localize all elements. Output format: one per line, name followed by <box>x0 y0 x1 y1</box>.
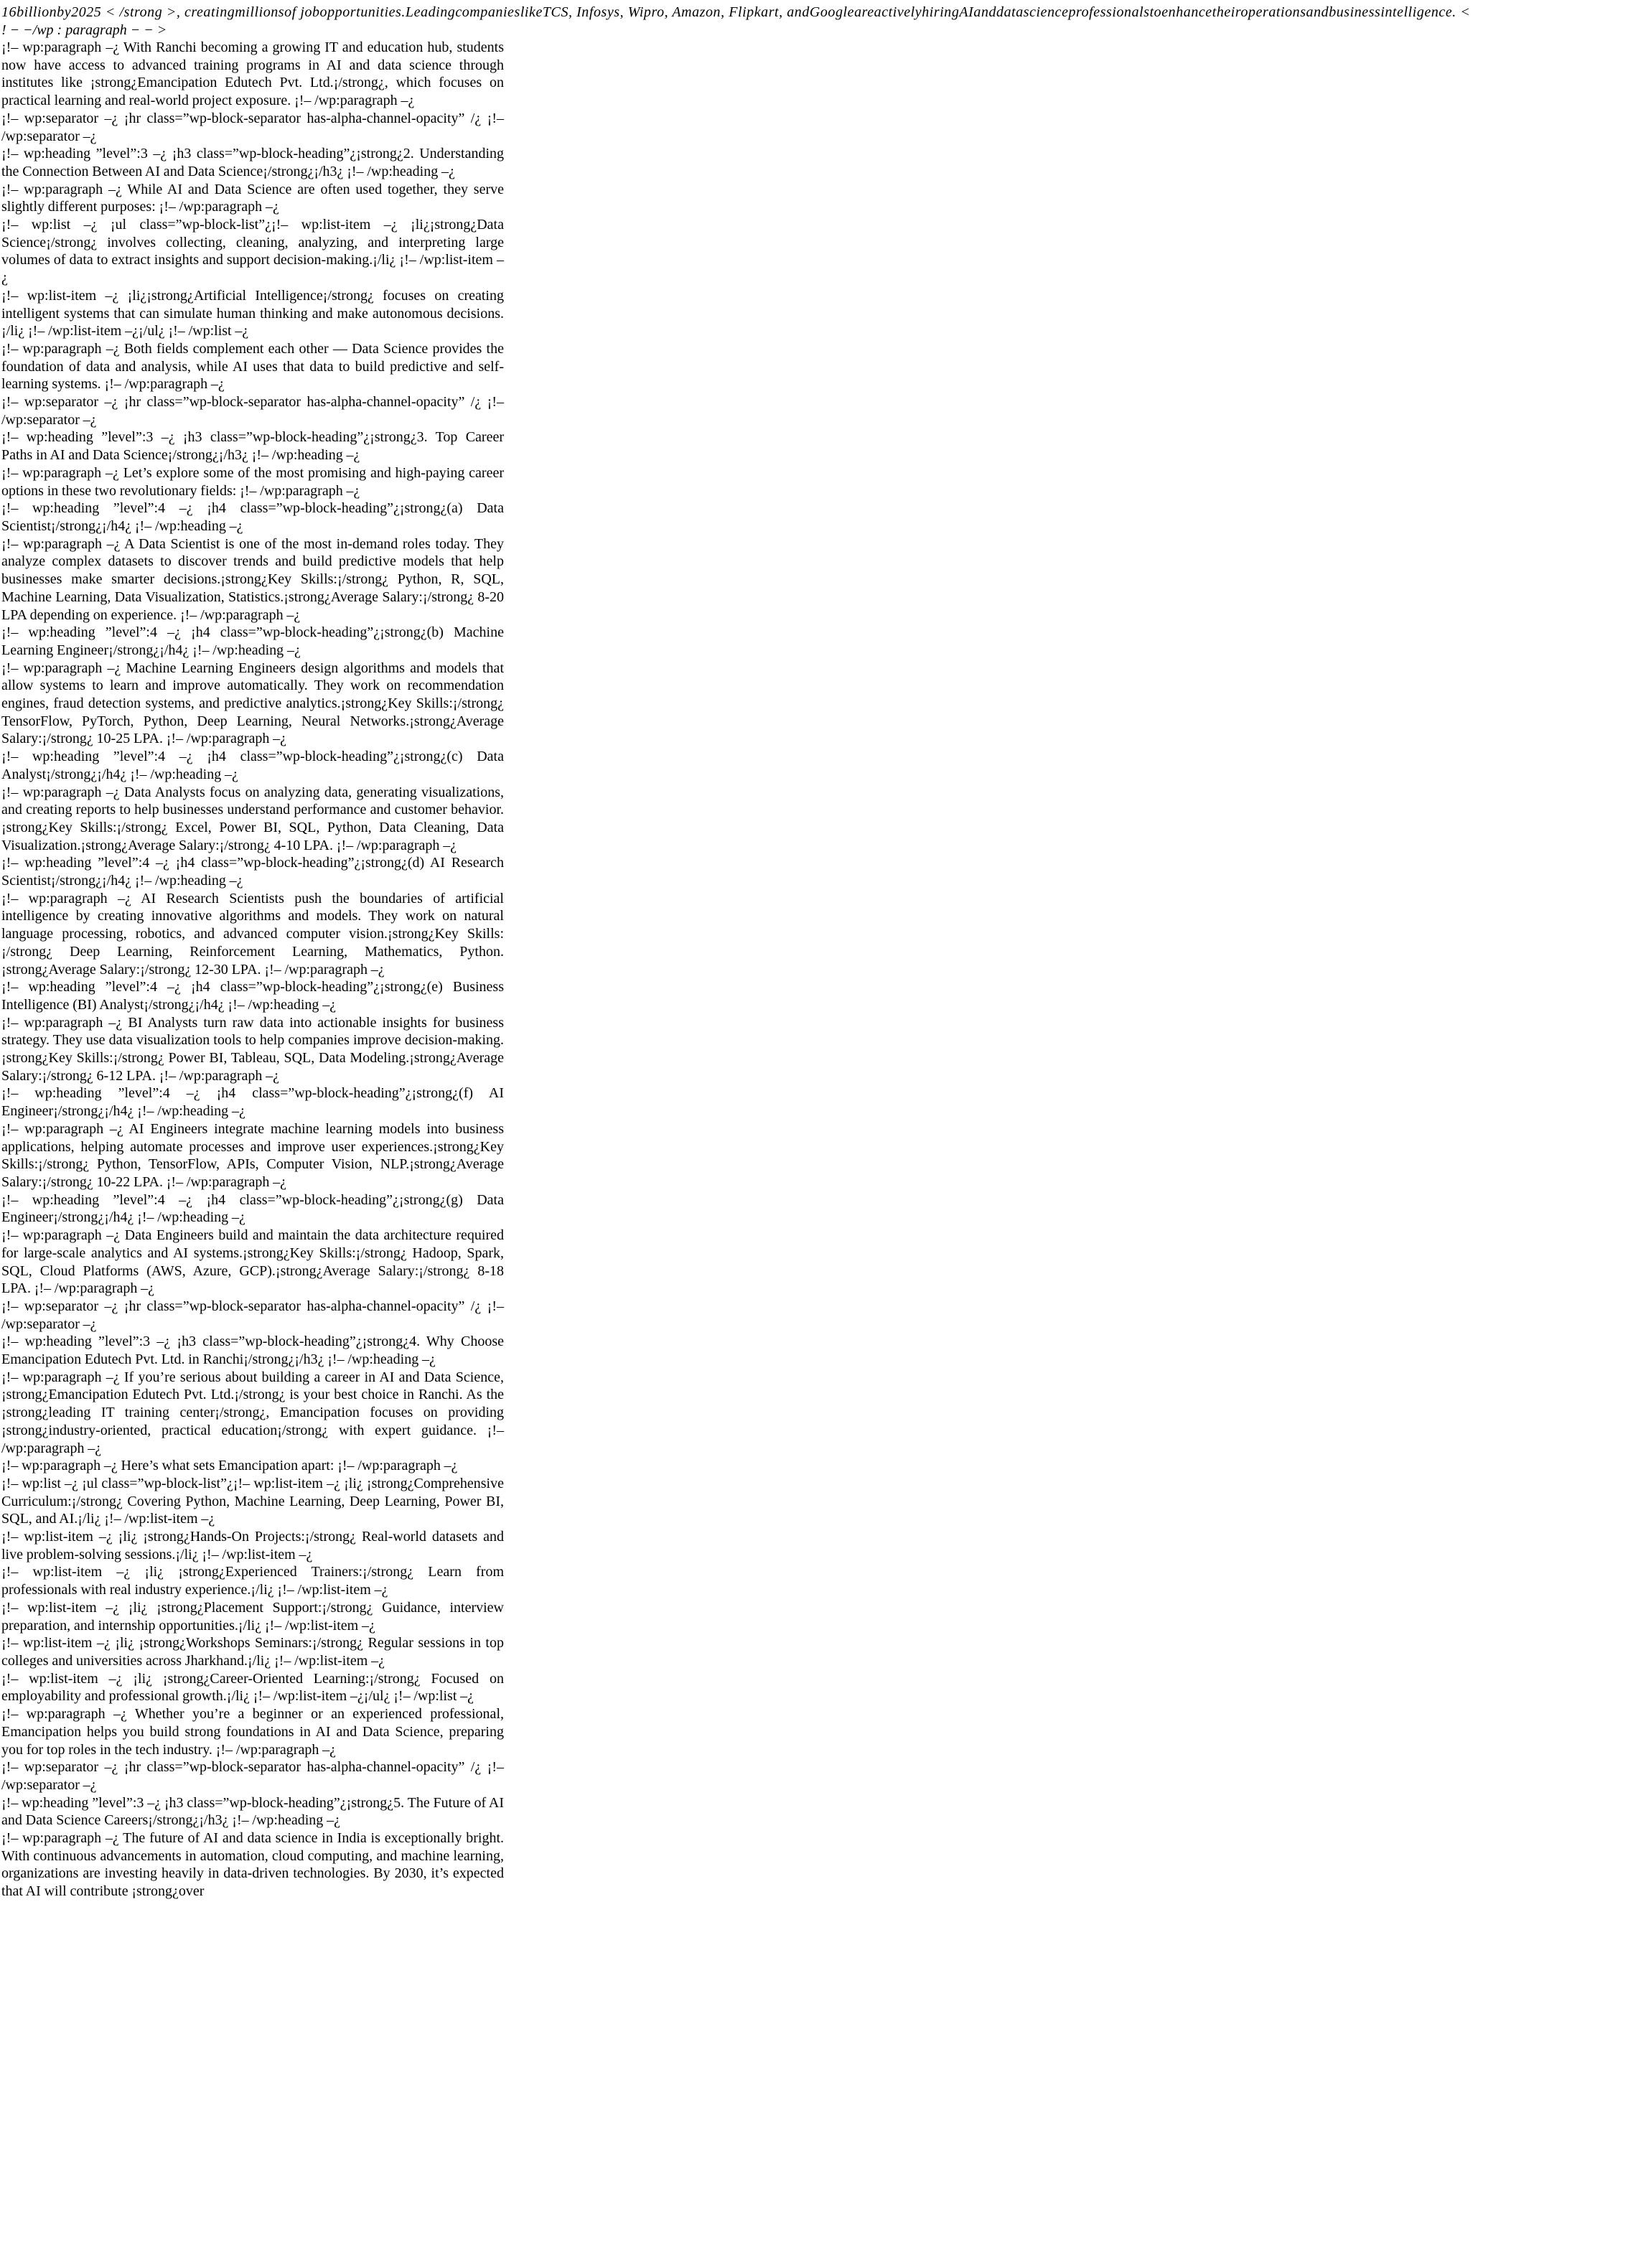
wp-source-paragraph: ¡!– wp:paragraph –¿ Let’s explore some of the most promising and high-paying career options in these two revolutionary fields: ¡!– /wp:paragraph –¿ <box>1 464 504 499</box>
wp-source-paragraph: ¡!– wp:paragraph –¿ If you’re serious about building a career in AI and Data Science, ¡strong¿Emancipation Edutech Pvt. Ltd.¡/strong¿ is your best choice in Ranchi. As the ¡strong¿leading IT training center¡/strong¿, Emancipation focuses on providing ¡strong¿industry-oriented, practical education¡/strong¿ with expert guidance. ¡!– /wp:paragraph –¿ <box>1 1369 504 1456</box>
wp-source-paragraph: ¡!– wp:paragraph –¿ While AI and Data Science are often used together, they serve slightly different purposes: ¡!– /wp:paragraph –¿ <box>1 181 504 215</box>
wp-source-paragraph: ¡!– wp:paragraph –¿ BI Analysts turn raw data into actionable insights for business strategy. They use data visualization tools to help companies improve decision-making.¡strong¿Key Skills:¡/strong¿ Power BI, Tableau, SQL, Data Modeling.¡strong¿Average Salary:¡/strong¿ 6-12 LPA. ¡!– /wp:paragraph –¿ <box>1 1014 504 1084</box>
wp-source-paragraph: ¡!– wp:paragraph –¿ Data Analysts focus on analyzing data, generating visualizations, and creating reports to help businesses understand performance and customer behavior.¡strong¿Key Skills:¡/strong¿ Excel, Power BI, SQL, Python, Data Cleaning, Data Visualization.¡strong¿Average Salary:¡/strong¿ 4-10 LPA. ¡!– /wp:paragraph –¿ <box>1 784 504 853</box>
wp-source-heading-h4: ¡!– wp:heading ”level”:4 –¿ ¡h4 class=”wp-block-heading”¿¡strong¿(a) Data Scientist¡/strong¿¡/h4¿ ¡!– /wp:heading –¿ <box>1 500 504 534</box>
wp-source-heading-h4: ¡!– wp:heading ”level”:4 –¿ ¡h4 class=”wp-block-heading”¿¡strong¿(b) Machine Learning Engineer¡/strong¿¡/h4¿ ¡!– /wp:heading –¿ <box>1 624 504 658</box>
wp-source-paragraph: ¡!– wp:paragraph –¿ Whether you’re a beginner or an experienced professional, Emancipation helps you build strong foundations in AI and Data Science, preparing you for top roles in the tech industry. ¡!– /wp:paragraph –¿ <box>1 1706 504 1758</box>
wp-source-separator: ¡!– wp:separator –¿ ¡hr class=”wp-block-separator has-alpha-channel-opacity” /¿ ¡!– /wp:separator –¿ <box>1 110 504 144</box>
wp-source-paragraph: ¡!– wp:paragraph –¿ Here’s what sets Emancipation apart: ¡!– /wp:paragraph –¿ <box>1 1458 458 1474</box>
wp-source-list-item: ¡!– wp:list-item –¿ ¡li¿ ¡strong¿Experienced Trainers:¡/strong¿ Learn from professionals with real industry experience.¡/li¿ ¡!– /wp:list-item –¿ <box>1 1564 504 1598</box>
math-overflow-line-1: 16billionby2025 < /strong >, creatingmillionsof jobopportunities.LeadingcompanieslikeTCS, Infosys, Wipro, Amazon, Flipkart, andGoogleareactivelyhiringAIanddatascienceprofessionalstoenhancetheiroperationsandbusinessintelligence. < <box>1 4 1471 20</box>
wp-source-heading-h4: ¡!– wp:heading ”level”:4 –¿ ¡h4 class=”wp-block-heading”¿¡strong¿(e) Business Intelligence (BI) Analyst¡/strong¿¡/h4¿ ¡!– /wp:heading –¿ <box>1 979 504 1013</box>
wp-source-paragraph: ¡!– wp:paragraph –¿ A Data Scientist is one of the most in-demand roles today. They analyze complex datasets to discover trends and build predictive models that help businesses make smarter decisions.¡strong¿Key Skills:¡/strong¿ Python, R, SQL, Machine Learning, Data Visualization, Statistics.¡strong¿Average Salary:¡/strong¿ 8-20 LPA depending on experience. ¡!– /wp:paragraph –¿ <box>1 535 504 623</box>
wp-source-heading-h4: ¡!– wp:heading ”level”:4 –¿ ¡h4 class=”wp-block-heading”¿¡strong¿(c) Data Analyst¡/strong¿¡/h4¿ ¡!– /wp:heading –¿ <box>1 749 504 782</box>
wp-source-heading-h3: ¡!– wp:heading ”level”:3 –¿ ¡h3 class=”wp-block-heading”¿¡strong¿2. Understanding the Connection Between AI and Data Science¡/strong¿¡/h3¿ ¡!– /wp:heading –¿ <box>1 146 504 179</box>
wp-source-list-item: ¡!– wp:list –¿ ¡ul class=”wp-block-list”¿¡!– wp:list-item –¿ ¡li¿¡strong¿Data Science¡/strong¿ involves collecting, cleaning, analyzing, and interpreting large volumes of data to extract insights and support decision-making.¡/li¿ ¡!– /wp:list-item –¿ <box>1 217 504 286</box>
wp-source-heading-h3: ¡!– wp:heading ”level”:3 –¿ ¡h3 class=”wp-block-heading”¿¡strong¿3. Top Career Paths in AI and Data Science¡/strong¿¡/h3¿ ¡!– /wp:heading –¿ <box>1 429 504 464</box>
wp-source-heading-h4: ¡!– wp:heading ”level”:4 –¿ ¡h4 class=”wp-block-heading”¿¡strong¿(g) Data Engineer¡/strong¿¡/h4¿ ¡!– /wp:heading –¿ <box>1 1191 504 1226</box>
wp-source-paragraph: ¡!– wp:paragraph –¿ Data Engineers build and maintain the data architecture required for large-scale analytics and AI systems.¡strong¿Key Skills:¡/strong¿ Hadoop, Spark, SQL, Cloud Platforms (AWS, Azure, GCP).¡strong¿Average Salary:¡/strong¿ 8-18 LPA. ¡!– /wp:paragraph –¿ <box>1 1227 504 1297</box>
wp-source-separator: ¡!– wp:separator –¿ ¡hr class=”wp-block-separator has-alpha-channel-opacity” /¿ ¡!– /wp:separator –¿ <box>1 394 504 428</box>
wp-source-list-item: ¡!– wp:list-item –¿ ¡li¿¡strong¿Artificial Intelligence¡/strong¿ focuses on creating intelligent systems that can simulate human thinking and make autonomous decisions.¡/li¿ ¡!– /wp:list-item –¿¡/ul¿ ¡!– /wp:list –¿ <box>1 287 504 339</box>
wp-source-separator: ¡!– wp:separator –¿ ¡hr class=”wp-block-separator has-alpha-channel-opacity” /¿ ¡!– /wp:separator –¿ <box>1 1759 504 1793</box>
wp-source-heading-h4: ¡!– wp:heading ”level”:4 –¿ ¡h4 class=”wp-block-heading”¿¡strong¿(d) AI Research Scientist¡/strong¿¡/h4¿ ¡!– /wp:heading –¿ <box>1 855 504 889</box>
wp-source-separator: ¡!– wp:separator –¿ ¡hr class=”wp-block-separator has-alpha-channel-opacity” /¿ ¡!– /wp:separator –¿ <box>1 1298 504 1332</box>
wp-source-heading-h3: ¡!– wp:heading ”level”:3 –¿ ¡h3 class=”wp-block-heading”¿¡strong¿5. The Future of AI and Data Science Careers¡/strong¿¡/h3¿ ¡!– /wp:heading –¿ <box>1 1794 504 1829</box>
wp-source-list-item: ¡!– wp:list-item –¿ ¡li¿ ¡strong¿Workshops Seminars:¡/strong¿ Regular sessions in top colleges and universities across Jharkhand.¡/li¿ ¡!– /wp:list-item –¿ <box>1 1635 504 1669</box>
wp-source-list-item: ¡!– wp:list-item –¿ ¡li¿ ¡strong¿Placement Support:¡/strong¿ Guidance, interview preparation, and internship opportunities.¡/li¿ ¡!– /wp:list-item –¿ <box>1 1599 504 1634</box>
wp-source-paragraph: ¡!– wp:paragraph –¿ AI Research Scientists push the boundaries of artificial intelligence by creating innovative algorithms and models. They work on natural language processing, robotics, and advanced computer vision.¡strong¿Key Skills:¡/strong¿ Deep Learning, Reinforcement Learning, Mathematics, Python.¡strong¿Average Salary:¡/strong¿ 12-30 LPA. ¡!– /wp:paragraph –¿ <box>1 890 504 978</box>
wp-source-paragraph: ¡!– wp:paragraph –¿ AI Engineers integrate machine learning models into business applications, helping automate processes and improve user experiences.¡strong¿Key Skills:¡/strong¿ Python, TensorFlow, APIs, Computer Vision, NLP.¡strong¿Average Salary:¡/strong¿ 10-22 LPA. ¡!– /wp:paragraph –¿ <box>1 1120 504 1190</box>
wp-source-heading-h3: ¡!– wp:heading ”level”:3 –¿ ¡h3 class=”wp-block-heading”¿¡strong¿4. Why Choose Emancipation Edutech Pvt. Ltd. in Ranchi¡/strong¿¡/h3¿ ¡!– /wp:heading –¿ <box>1 1334 504 1368</box>
wp-source-paragraph: ¡!– wp:paragraph –¿ Machine Learning Engineers design algorithms and models that allow systems to learn and improve automatically. They work on recommendation engines, fraud detection systems, and predictive analytics.¡strong¿Key Skills:¡/strong¿ TensorFlow, PyTorch, Python, Deep Learning, Neural Networks.¡strong¿Average Salary:¡/strong¿ 10-25 LPA. ¡!– /wp:paragraph –¿ <box>1 660 504 747</box>
wp-source-list-item: ¡!– wp:list-item –¿ ¡li¿ ¡strong¿Hands-On Projects:¡/strong¿ Real-world datasets and live problem-solving sessions.¡/li¿ ¡!– /wp:list-item –¿ <box>1 1529 504 1562</box>
wp-source-paragraph: ¡!– wp:paragraph –¿ Both fields complement each other — Data Science provides the foundation of data and analysis, while AI uses that data to build predictive and self-learning systems. ¡!– /wp:paragraph –¿ <box>1 340 504 393</box>
wp-source-heading-h4: ¡!– wp:heading ”level”:4 –¿ ¡h4 class=”wp-block-heading”¿¡strong¿(f) AI Engineer¡/strong¿¡/h4¿ ¡!– /wp:heading –¿ <box>1 1085 504 1120</box>
wp-source-paragraph: ¡!– wp:paragraph –¿ The future of AI and data science in India is exceptionally bright. With continuous advancements in automation, cloud computing, and machine learning, organizations are investing heavily in data-driven technologies. By 2030, it’s expected that AI will contribute ¡strong¿over <box>1 1830 504 1900</box>
wp-source-list-item: ¡!– wp:list-item –¿ ¡li¿ ¡strong¿Career-Oriented Learning:¡/strong¿ Focused on employability and professional growth.¡/li¿ ¡!– /wp:list-item –¿¡/ul¿ ¡!– /wp:list –¿ <box>1 1670 504 1705</box>
document-text-column <box>0 39 504 1901</box>
wp-source-list-item: ¡!– wp:list –¿ ¡ul class=”wp-block-list”¿¡!– wp:list-item –¿ ¡li¿ ¡strong¿Comprehensive Curriculum:¡/strong¿ Covering Python, Machine Learning, Deep Learning, Power BI, SQL, and AI.¡/li¿ ¡!– /wp:list-item –¿ <box>1 1475 504 1527</box>
wp-source-paragraph: ¡!– wp:paragraph –¿ With Ranchi becoming a growing IT and education hub, students now have access to advanced training programs in AI and data science through institutes like ¡strong¿Emancipation Edutech Pvt. Ltd.¡/strong¿, which focuses on practical learning and real-world project exposure. ¡!– /wp:paragraph –¿ <box>1 39 504 109</box>
math-overflow-line-2: ! − −/wp : paragraph − − > <box>1 22 167 38</box>
